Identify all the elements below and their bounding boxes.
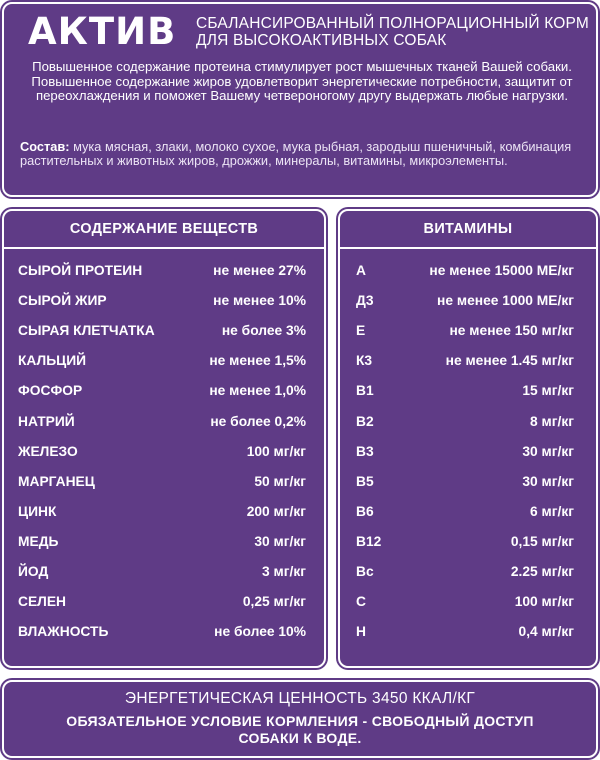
vitamins-row-value: не менее 15000 МЕ/кг [429, 263, 574, 278]
nutrients-row [4, 321, 324, 341]
nutrients-row-name: КАЛЬЦИЙ [18, 353, 87, 369]
vitamins-row-name: К3 [356, 353, 373, 369]
vitamins-row-name: В12 [356, 533, 382, 549]
nutrients-row [4, 532, 324, 552]
nutrients-row [4, 502, 324, 522]
vitamins-row-value: 2.25 мг/кг [510, 564, 574, 579]
nutrients-row-name: НАТРИЙ [18, 413, 75, 429]
vitamins-row-name: В5 [356, 473, 374, 489]
nutrients-row [4, 291, 324, 311]
product-title: АКТИВ [28, 10, 177, 53]
vitamins-row-value: 100 мг/кг [514, 594, 574, 610]
nutrients-row-value: не менее 27% [213, 263, 306, 278]
vitamins-title: ВИТАМИНЫ [340, 211, 596, 249]
nutrients-row [4, 622, 324, 642]
vitamins-row-name: А [356, 263, 366, 278]
vitamins-row-value: 15 мг/кг [522, 383, 574, 399]
nutrients-row-value: 50 мг/кг [254, 473, 306, 489]
vitamins-row-value: 0,4 мг/кг [518, 624, 574, 640]
nutrients-row [4, 412, 324, 432]
vitamins-row [340, 351, 596, 371]
vitamins-row [340, 261, 596, 281]
vitamins-row [340, 442, 596, 462]
product-description: Повышенное содержание протеина стимулирует рост мышечных тканей Вашей собаки. Повышенное содержание жиров удовлетворит энергетические потребности, защитит от переохлаждения и поможет Вашему четвероногому другу выдержать любые нагрузки. [31, 59, 573, 103]
composition-label: Состав: [20, 139, 70, 154]
nutrients-row-value: 30 мг/кг [254, 533, 306, 549]
nutrients-row-name: СЫРОЙ ПРОТЕИН [18, 263, 143, 278]
nutrients-row [4, 562, 324, 582]
vitamins-row-name: В2 [356, 413, 374, 429]
vitamins-row-value: не менее 150 мг/кг [449, 323, 574, 339]
nutrients-row [4, 442, 324, 462]
vitamins-row-value: не менее 1.45 мг/кг [445, 353, 574, 369]
vitamins-row [340, 472, 596, 492]
composition [20, 140, 586, 168]
vitamins-row-name: Д3 [356, 293, 374, 309]
footer-panel [2, 680, 598, 758]
nutrients-row-name: МАРГАНЕЦ [18, 473, 95, 489]
nutrients-row-value: 3 мг/кг [262, 564, 306, 579]
vitamins-row-value: 8 мг/кг [530, 413, 574, 429]
product-subtitle: СБАЛАНСИРОВАННЫЙ ПОЛНОРАЦИОННЫЙ КОРМ ДЛЯ ВЫСОКОАКТИВНЫХ СОБАК [196, 15, 590, 49]
nutrients-row-name: ФОСФОР [18, 383, 83, 399]
vitamins-row [340, 502, 596, 522]
nutrients-row-name: ЖЕЛЕЗО [18, 443, 78, 459]
nutrients-row-name: ЙОД [18, 564, 49, 579]
nutrients-row-value: 200 мг/кг [246, 503, 306, 519]
feeding-condition: ОБЯЗАТЕЛЬНОЕ УСЛОВИЕ КОРМЛЕНИЯ - СВОБОДНЫЙ ДОСТУП СОБАКИ К ВОДЕ. [66, 713, 534, 746]
vitamins-row [340, 592, 596, 612]
nutrients-row [4, 381, 324, 401]
vitamins-row-name: Вс [356, 564, 374, 579]
vitamins-row-value: 6 мг/кг [530, 503, 574, 519]
vitamins-row [340, 321, 596, 341]
vitamins-row-value: 30 мг/кг [522, 443, 574, 459]
nutrients-row-value: не менее 10% [213, 293, 306, 309]
vitamins-row [340, 622, 596, 642]
nutrients-row-value: 100 мг/кг [246, 443, 306, 459]
nutrients-row-value: не более 3% [221, 323, 306, 339]
vitamins-row [340, 291, 596, 311]
vitamins-row [340, 562, 596, 582]
nutrients-row-name: МЕДЬ [18, 533, 59, 549]
vitamins-row-name: В6 [356, 503, 374, 519]
vitamins-row-value: 0,15 мг/кг [510, 533, 574, 549]
vitamins-row-name: С [356, 594, 366, 610]
nutrients-row [4, 472, 324, 492]
vitamins-row-value: 30 мг/кг [522, 473, 574, 489]
vitamins-row [340, 381, 596, 401]
nutrients-row-value: не менее 1,5% [209, 353, 306, 369]
nutrients-row-name: ВЛАЖНОСТЬ [18, 624, 109, 640]
nutrients-row-value: не менее 1,0% [209, 383, 306, 399]
vitamins-row-value: не менее 1000 МЕ/кг [437, 293, 574, 309]
nutrients-row-value: не более 10% [214, 624, 306, 640]
nutrients-row-name: СЕЛЕН [18, 594, 67, 610]
nutrients-row [4, 261, 324, 281]
vitamins-row [340, 532, 596, 552]
vitamins-panel [338, 209, 598, 668]
product-header-panel [2, 2, 598, 197]
composition-text: мука мясная, злаки, молоко сухое, мука рыбная, зародыш пшеничный, комбинация растительных и животных жиров, дрожжи, минералы, витамины, микроэлементы. [20, 139, 572, 168]
nutrients-row-value: 0,25 мг/кг [242, 594, 306, 610]
nutrients-row-name: СЫРОЙ ЖИР [18, 293, 107, 309]
vitamins-row-name: Е [356, 323, 366, 339]
nutrients-panel [2, 209, 326, 668]
vitamins-row-name: Н [356, 624, 366, 640]
nutrients-row-value: не более 0,2% [210, 413, 306, 429]
vitamins-row-name: В3 [356, 443, 374, 459]
vitamins-row [340, 412, 596, 432]
nutrients-row [4, 592, 324, 612]
energy-value: ЭНЕРГЕТИЧЕСКАЯ ЦЕННОСТЬ 3450 ККАЛ/КГ [124, 690, 476, 707]
vitamins-row-name: В1 [356, 383, 374, 399]
nutrients-row-name: ЦИНК [18, 503, 57, 519]
nutrients-row-name: СЫРАЯ КЛЕТЧАТКА [18, 323, 155, 339]
nutrients-row [4, 351, 324, 371]
nutrients-title: СОДЕРЖАНИЕ ВЕЩЕСТВ [4, 211, 324, 249]
